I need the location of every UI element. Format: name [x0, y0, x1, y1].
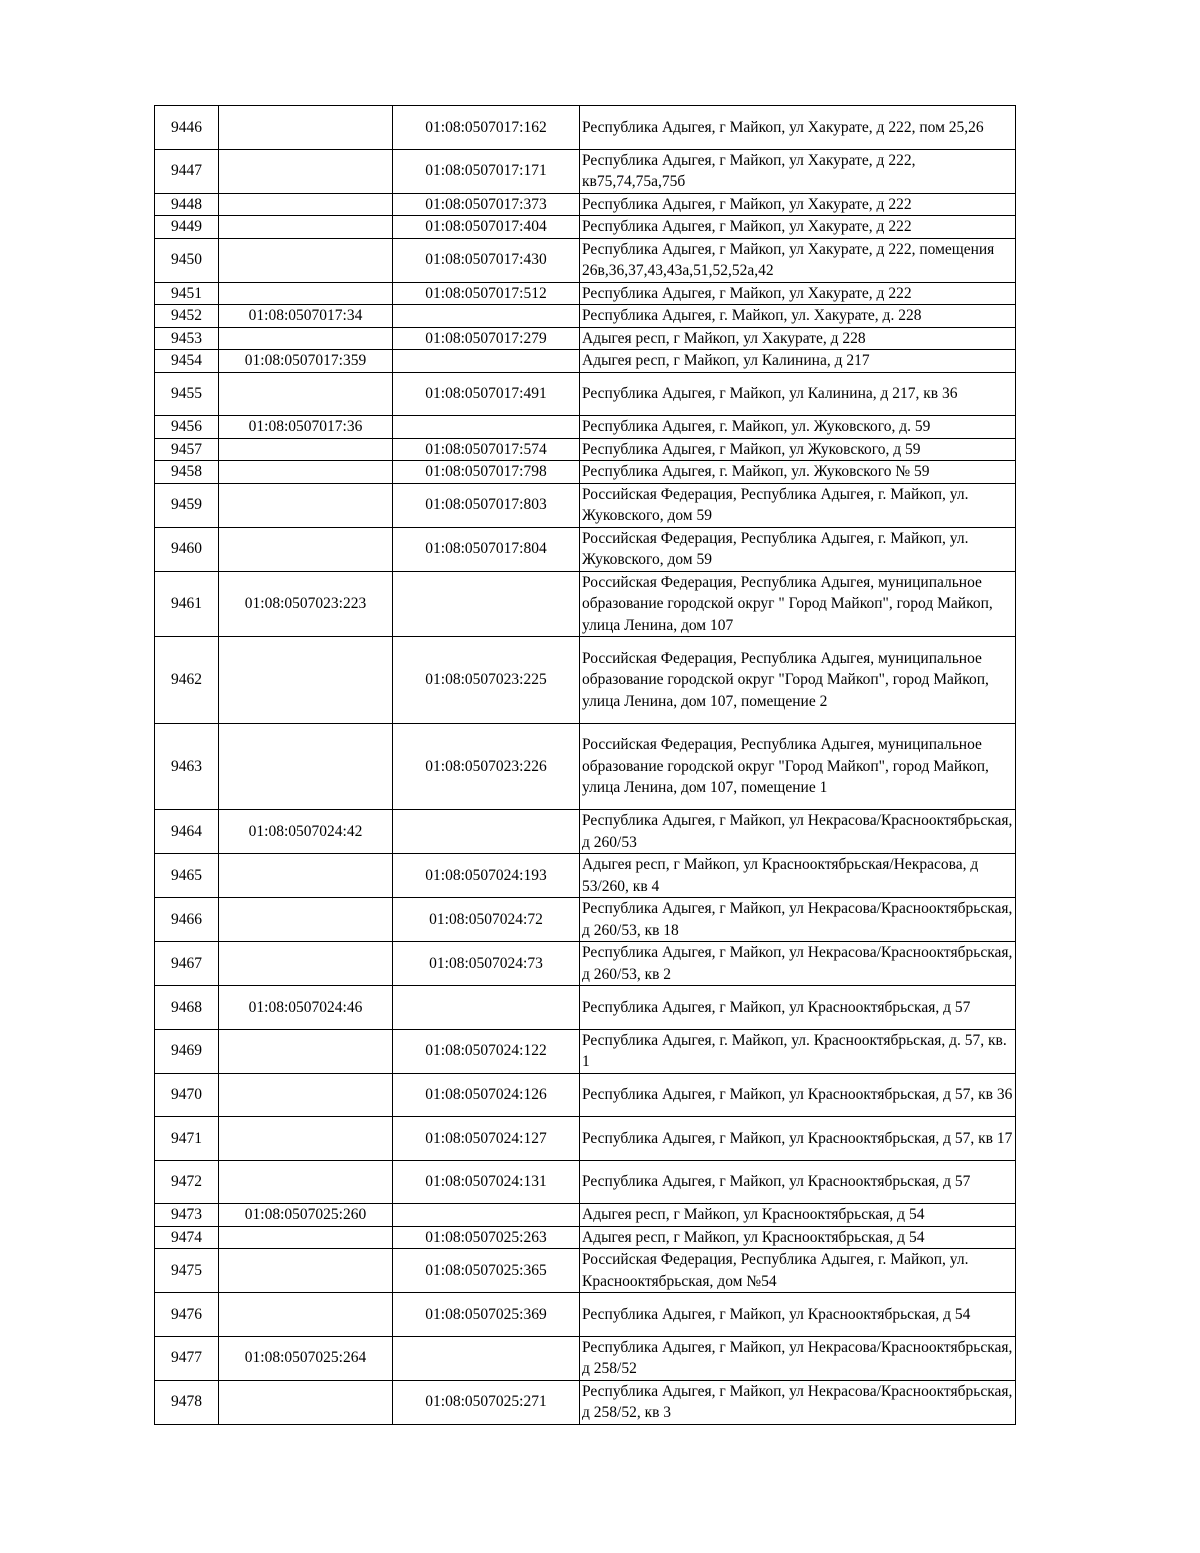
address-cell: Республика Адыгея, г Майкоп, ул Краснооктябрьская, д 57, кв 36	[580, 1073, 1016, 1117]
object-cadastral-number-cell: 01:08:0507017:430	[393, 238, 580, 282]
address-cell: Республика Адыгея, г Майкоп, ул Некрасова/Краснооктябрьская, д 260/53, кв 18	[580, 898, 1016, 942]
row-number-cell: 9447	[155, 149, 219, 193]
table-row	[155, 854, 1016, 898]
address-cell: Республика Адыгея, г Майкоп, ул Краснооктябрьская, д 57, кв 17	[580, 1117, 1016, 1161]
table-row	[155, 637, 1016, 724]
row-number-cell: 9466	[155, 898, 219, 942]
table-row	[155, 106, 1016, 150]
row-number-cell: 9461	[155, 571, 219, 637]
object-cadastral-number-cell	[393, 305, 580, 328]
address-cell: Республика Адыгея, г. Майкоп, ул. Краснооктябрьская, д. 57, кв. 1	[580, 1029, 1016, 1073]
object-cadastral-number-cell	[393, 810, 580, 854]
cadastral-number-cell	[219, 282, 393, 305]
row-number-cell: 9460	[155, 527, 219, 571]
row-number-cell: 9468	[155, 986, 219, 1030]
row-number-cell: 9463	[155, 723, 219, 810]
row-number-cell: 9458	[155, 461, 219, 484]
cadastral-number-cell: 01:08:0507017:359	[219, 350, 393, 373]
cadastral-number-cell	[219, 1226, 393, 1249]
object-cadastral-number-cell: 01:08:0507024:126	[393, 1073, 580, 1117]
cadastral-number-cell	[219, 1380, 393, 1424]
row-number-cell: 9467	[155, 942, 219, 986]
object-cadastral-number-cell: 01:08:0507017:491	[393, 372, 580, 416]
row-number-cell: 9456	[155, 416, 219, 439]
table-row	[155, 942, 1016, 986]
table-row	[155, 483, 1016, 527]
address-cell: Адыгея респ, г Майкоп, ул Краснооктябрьская, д 54	[580, 1226, 1016, 1249]
object-cadastral-number-cell	[393, 1204, 580, 1227]
address-cell: Республика Адыгея, г. Майкоп, ул. Хакурате, д. 228	[580, 305, 1016, 328]
cadastral-number-cell	[219, 483, 393, 527]
table-row	[155, 282, 1016, 305]
object-cadastral-number-cell: 01:08:0507024:131	[393, 1160, 580, 1204]
table-row	[155, 986, 1016, 1030]
row-number-cell: 9471	[155, 1117, 219, 1161]
address-cell: Адыгея респ, г Майкоп, ул Краснооктябрьская/Некрасова, д 53/260, кв 4	[580, 854, 1016, 898]
row-number-cell: 9462	[155, 637, 219, 724]
cadastral-number-cell	[219, 1117, 393, 1161]
address-cell: Республика Адыгея, г Майкоп, ул Краснооктябрьская, д 54	[580, 1293, 1016, 1337]
table-row	[155, 372, 1016, 416]
object-cadastral-number-cell: 01:08:0507024:122	[393, 1029, 580, 1073]
row-number-cell: 9453	[155, 327, 219, 350]
address-cell: Республика Адыгея, г. Майкоп, ул. Жуковского № 59	[580, 461, 1016, 484]
object-cadastral-number-cell: 01:08:0507017:171	[393, 149, 580, 193]
cadastral-number-cell	[219, 723, 393, 810]
cadastral-number-cell	[219, 238, 393, 282]
table-row	[155, 1336, 1016, 1380]
object-cadastral-number-cell: 01:08:0507025:369	[393, 1293, 580, 1337]
table-row	[155, 327, 1016, 350]
table-row	[155, 149, 1016, 193]
object-cadastral-number-cell: 01:08:0507025:271	[393, 1380, 580, 1424]
address-cell: Республика Адыгея, г Майкоп, ул Краснооктябрьская, д 57	[580, 986, 1016, 1030]
cadastral-number-cell: 01:08:0507025:264	[219, 1336, 393, 1380]
row-number-cell: 9449	[155, 216, 219, 239]
registry-table	[154, 105, 1016, 1425]
cadastral-number-cell: 01:08:0507017:34	[219, 305, 393, 328]
object-cadastral-number-cell: 01:08:0507017:574	[393, 438, 580, 461]
table-row	[155, 1249, 1016, 1293]
object-cadastral-number-cell: 01:08:0507017:798	[393, 461, 580, 484]
cadastral-number-cell	[219, 372, 393, 416]
table-row	[155, 1160, 1016, 1204]
table-row	[155, 350, 1016, 373]
cadastral-number-cell	[219, 637, 393, 724]
object-cadastral-number-cell: 01:08:0507017:512	[393, 282, 580, 305]
address-cell: Республика Адыгея, г Майкоп, ул Хакурате, д 222, помещения 26в,36,37,43,43а,51,52,52а,42	[580, 238, 1016, 282]
table-row	[155, 416, 1016, 439]
table-row	[155, 461, 1016, 484]
cadastral-number-cell	[219, 106, 393, 150]
row-number-cell: 9448	[155, 193, 219, 216]
address-cell: Российская Федерация, Республика Адыгея, муниципальное образование городской округ "Город Майкоп", город Майкоп, улица Ленина, дом 107, помещение 2	[580, 637, 1016, 724]
address-cell: Республика Адыгея, г Майкоп, ул Некрасова/Краснооктябрьская, д 260/53, кв 2	[580, 942, 1016, 986]
object-cadastral-number-cell	[393, 416, 580, 439]
row-number-cell: 9455	[155, 372, 219, 416]
cadastral-number-cell: 01:08:0507023:223	[219, 571, 393, 637]
object-cadastral-number-cell	[393, 986, 580, 1030]
address-cell: Республика Адыгея, г Майкоп, ул Хакурате, д 222	[580, 193, 1016, 216]
object-cadastral-number-cell: 01:08:0507017:803	[393, 483, 580, 527]
cadastral-number-cell	[219, 327, 393, 350]
address-cell: Российская Федерация, Республика Адыгея, муниципальное образование городской округ "Город Майкоп", город Майкоп, улица Ленина, дом 107, помещение 1	[580, 723, 1016, 810]
row-number-cell: 9465	[155, 854, 219, 898]
row-number-cell: 9454	[155, 350, 219, 373]
cadastral-number-cell	[219, 1073, 393, 1117]
table-row	[155, 1029, 1016, 1073]
cadastral-number-cell: 01:08:0507024:42	[219, 810, 393, 854]
object-cadastral-number-cell: 01:08:0507017:279	[393, 327, 580, 350]
object-cadastral-number-cell: 01:08:0507023:225	[393, 637, 580, 724]
cadastral-number-cell	[219, 216, 393, 239]
object-cadastral-number-cell: 01:08:0507025:365	[393, 1249, 580, 1293]
address-cell: Республика Адыгея, г Майкоп, ул Жуковского, д 59	[580, 438, 1016, 461]
address-cell: Республика Адыгея, г. Майкоп, ул. Жуковского, д. 59	[580, 416, 1016, 439]
address-cell: Адыгея респ, г Майкоп, ул Хакурате, д 228	[580, 327, 1016, 350]
table-row	[155, 723, 1016, 810]
object-cadastral-number-cell	[393, 350, 580, 373]
cadastral-number-cell	[219, 438, 393, 461]
row-number-cell: 9446	[155, 106, 219, 150]
table-row	[155, 1226, 1016, 1249]
row-number-cell: 9451	[155, 282, 219, 305]
cadastral-number-cell	[219, 527, 393, 571]
object-cadastral-number-cell: 01:08:0507024:127	[393, 1117, 580, 1161]
row-number-cell: 9477	[155, 1336, 219, 1380]
table-row	[155, 238, 1016, 282]
row-number-cell: 9473	[155, 1204, 219, 1227]
table-row	[155, 1204, 1016, 1227]
table-row	[155, 1117, 1016, 1161]
table-row	[155, 571, 1016, 637]
table-row	[155, 216, 1016, 239]
address-cell: Республика Адыгея, г Майкоп, ул Некрасова/Краснооктябрьская, д 260/53	[580, 810, 1016, 854]
row-number-cell: 9459	[155, 483, 219, 527]
address-cell: Российская Федерация, Республика Адыгея, г. Майкоп, ул. Жуковского, дом 59	[580, 483, 1016, 527]
row-number-cell: 9469	[155, 1029, 219, 1073]
object-cadastral-number-cell: 01:08:0507017:404	[393, 216, 580, 239]
object-cadastral-number-cell	[393, 1336, 580, 1380]
cadastral-number-cell	[219, 854, 393, 898]
address-cell: Республика Адыгея, г Майкоп, ул Хакурате, д 222, пом 25,26	[580, 106, 1016, 150]
cadastral-number-cell	[219, 1029, 393, 1073]
address-cell: Российская Федерация, Республика Адыгея, г. Майкоп, ул. Жуковского, дом 59	[580, 527, 1016, 571]
table-row	[155, 898, 1016, 942]
table-row	[155, 305, 1016, 328]
object-cadastral-number-cell: 01:08:0507023:226	[393, 723, 580, 810]
address-cell: Республика Адыгея, г Майкоп, ул Калинина, д 217, кв 36	[580, 372, 1016, 416]
table-row	[155, 193, 1016, 216]
row-number-cell: 9478	[155, 1380, 219, 1424]
row-number-cell: 9452	[155, 305, 219, 328]
cadastral-number-cell: 01:08:0507025:260	[219, 1204, 393, 1227]
address-cell: Российская Федерация, Республика Адыгея, муниципальное образование городской округ " Город Майкоп", город Майкоп, улица Ленина, дом 107	[580, 571, 1016, 637]
cadastral-number-cell	[219, 1160, 393, 1204]
row-number-cell: 9464	[155, 810, 219, 854]
table-row	[155, 1293, 1016, 1337]
row-number-cell: 9472	[155, 1160, 219, 1204]
cadastral-number-cell	[219, 942, 393, 986]
row-number-cell: 9476	[155, 1293, 219, 1337]
address-cell: Республика Адыгея, г Майкоп, ул Хакурате, д 222	[580, 282, 1016, 305]
cadastral-number-cell	[219, 1249, 393, 1293]
object-cadastral-number-cell: 01:08:0507017:162	[393, 106, 580, 150]
cadastral-number-cell	[219, 149, 393, 193]
object-cadastral-number-cell: 01:08:0507017:804	[393, 527, 580, 571]
cadastral-number-cell	[219, 1293, 393, 1337]
object-cadastral-number-cell: 01:08:0507017:373	[393, 193, 580, 216]
address-cell: Российская Федерация, Республика Адыгея, г. Майкоп, ул. Краснооктябрьская, дом №54	[580, 1249, 1016, 1293]
row-number-cell: 9457	[155, 438, 219, 461]
address-cell: Республика Адыгея, г Майкоп, ул Хакурате, д 222, кв75,74,75а,75б	[580, 149, 1016, 193]
cadastral-number-cell: 01:08:0507017:36	[219, 416, 393, 439]
table-row	[155, 527, 1016, 571]
table-row	[155, 810, 1016, 854]
address-cell: Адыгея респ, г Майкоп, ул Краснооктябрьская, д 54	[580, 1204, 1016, 1227]
table-body	[155, 106, 1016, 1425]
object-cadastral-number-cell: 01:08:0507024:193	[393, 854, 580, 898]
row-number-cell: 9474	[155, 1226, 219, 1249]
address-cell: Республика Адыгея, г Майкоп, ул Некрасова/Краснооктябрьская, д 258/52	[580, 1336, 1016, 1380]
object-cadastral-number-cell: 01:08:0507025:263	[393, 1226, 580, 1249]
cadastral-number-cell	[219, 898, 393, 942]
address-cell: Республика Адыгея, г Майкоп, ул Краснооктябрьская, д 57	[580, 1160, 1016, 1204]
table-row	[155, 438, 1016, 461]
row-number-cell: 9470	[155, 1073, 219, 1117]
object-cadastral-number-cell	[393, 571, 580, 637]
row-number-cell: 9450	[155, 238, 219, 282]
table-row	[155, 1380, 1016, 1424]
row-number-cell: 9475	[155, 1249, 219, 1293]
cadastral-number-cell	[219, 461, 393, 484]
address-cell: Республика Адыгея, г Майкоп, ул Хакурате, д 222	[580, 216, 1016, 239]
address-cell: Республика Адыгея, г Майкоп, ул Некрасова/Краснооктябрьская, д 258/52, кв 3	[580, 1380, 1016, 1424]
object-cadastral-number-cell: 01:08:0507024:73	[393, 942, 580, 986]
address-cell: Адыгея респ, г Майкоп, ул Калинина, д 217	[580, 350, 1016, 373]
table-row	[155, 1073, 1016, 1117]
cadastral-number-cell: 01:08:0507024:46	[219, 986, 393, 1030]
object-cadastral-number-cell: 01:08:0507024:72	[393, 898, 580, 942]
cadastral-number-cell	[219, 193, 393, 216]
